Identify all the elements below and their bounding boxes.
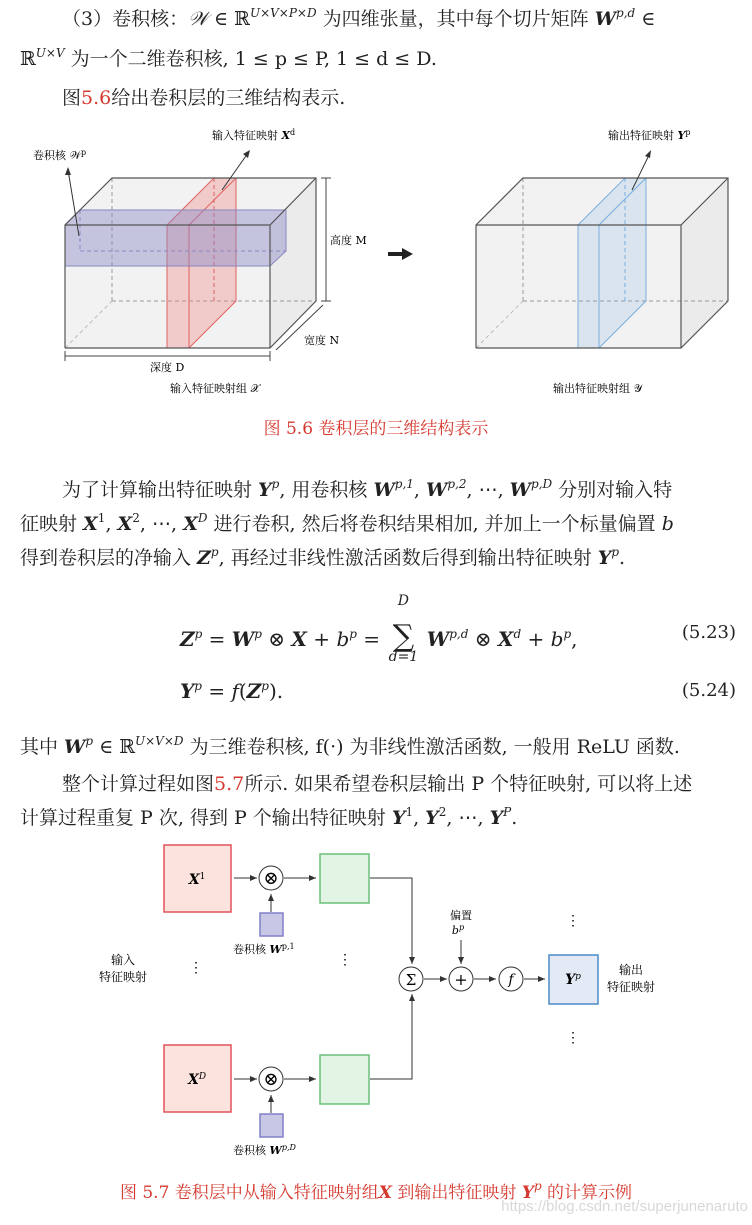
math: W bbox=[64, 736, 86, 758]
figure-5-7-diagram bbox=[0, 840, 752, 1170]
label-output: 输出 bbox=[618, 963, 644, 977]
label-output-maps: 特征映射 bbox=[606, 980, 656, 994]
label-width: 宽度 N bbox=[304, 334, 340, 347]
label-input-maps: 特征映射 bbox=[98, 970, 148, 984]
label-bias: 偏置 bbox=[450, 909, 472, 922]
label-input-group: 输入特征映射组 𝒳 bbox=[170, 382, 260, 395]
figure-5-7-caption: 图 5.7 卷积层中从输入特征映射组X 到输出特征映射 $Y^p$ 的计算示例 bbox=[119, 1179, 633, 1203]
svg-text:X1: $X^1$ bbox=[188, 872, 206, 888]
math-sup: 2 bbox=[132, 511, 140, 525]
math: Y bbox=[258, 479, 272, 501]
summation: D ∑ d=1 bbox=[388, 593, 419, 665]
text: 分别对输入特 bbox=[552, 479, 673, 501]
math: W bbox=[509, 479, 532, 501]
text: 所示. 如果希望卷积层输出 P 个特征映射, 可以将上述 bbox=[244, 773, 693, 795]
label-input-map: 输入特征映射 $X^d$ bbox=[212, 128, 296, 142]
text: （3）卷积核： bbox=[62, 8, 189, 30]
math-sup: D bbox=[197, 511, 208, 525]
svg-text:Σ: Σ bbox=[405, 971, 417, 989]
math: W bbox=[373, 479, 395, 501]
text: 图 bbox=[62, 87, 82, 109]
svg-text:bp: $b^p$ bbox=[451, 923, 465, 937]
text: 计算过程重复 P 次, 得到 P 个输出特征映射 bbox=[20, 807, 392, 829]
label-kernel-1: 卷积核 W$^{p,1}$ bbox=[233, 942, 295, 956]
text: 为了计算输出特征映射 bbox=[62, 479, 259, 501]
label-output-group: 输出特征映射组 𝒴 bbox=[553, 382, 643, 395]
math-W: 𝒲 bbox=[188, 8, 209, 30]
text: 征映射 bbox=[20, 513, 84, 535]
label-kernel: 卷积核 𝒲$^p$ bbox=[33, 148, 87, 162]
text: . bbox=[619, 547, 626, 569]
text: , 再经过非线性激活函数后得到输出特征映射 bbox=[218, 547, 598, 569]
output-volume bbox=[476, 150, 728, 348]
text: ∈ ℝ bbox=[93, 736, 136, 758]
math-sup: p,2 bbox=[447, 477, 467, 491]
equation-5-24: $Y^p = f(Z^p)$. bbox=[180, 679, 284, 703]
text: ∈ bbox=[635, 8, 656, 30]
transform-arrow-icon bbox=[388, 248, 413, 260]
math-sup: U×V×P×D bbox=[249, 6, 317, 20]
math-sup: p,d bbox=[616, 6, 636, 20]
text: 给出卷积层的三维结构表示. bbox=[111, 87, 346, 109]
text: 为四维张量，其中每个切片矩阵 bbox=[316, 8, 595, 30]
figure-5-6-diagram bbox=[0, 120, 752, 410]
svg-text:⋮: ⋮ bbox=[189, 960, 203, 976]
conv-result-1 bbox=[320, 854, 369, 903]
figure-link-5-6[interactable]: 5.6 bbox=[81, 87, 112, 109]
math-sup: p,D bbox=[531, 477, 553, 491]
text: 进行卷积, 然后将卷积结果相加, 并加上一个标量偏置 bbox=[207, 513, 662, 535]
figure-link-5-7[interactable]: 5.7 bbox=[214, 773, 245, 795]
math: X bbox=[117, 513, 133, 535]
text: , 用卷积核 bbox=[279, 479, 374, 501]
text: 得到卷积层的净输入 bbox=[20, 547, 198, 569]
math: Z bbox=[197, 547, 211, 569]
math-sup: p bbox=[210, 545, 219, 559]
text: 为一个二维卷积核, 1 ≤ p ≤ P, 1 ≤ d ≤ D. bbox=[64, 48, 437, 70]
svg-text:⋮: ⋮ bbox=[566, 1030, 580, 1046]
label-height: 高度 M bbox=[330, 234, 367, 247]
math-sup: p,1 bbox=[394, 477, 414, 491]
svg-text:+: + bbox=[454, 970, 468, 989]
math-sup: U×V×D bbox=[135, 734, 184, 748]
text: 整个计算过程如图 bbox=[62, 773, 215, 795]
para-process-line1 bbox=[62, 772, 752, 796]
math: Y bbox=[597, 547, 612, 569]
math-sup: p bbox=[85, 734, 94, 748]
label-input: 输入 bbox=[110, 953, 136, 967]
watermark: https://blog.csdn.net/superjunenaruto bbox=[501, 1198, 748, 1215]
math-sup: p bbox=[611, 545, 619, 559]
equation-number-5-24: (5.24) bbox=[681, 680, 736, 701]
label-output-map: 输出特征映射 $Y^p$ bbox=[608, 128, 691, 142]
svg-text:XD: $X^D$ bbox=[187, 1072, 207, 1088]
para-kernel-definition-line2 bbox=[20, 47, 752, 71]
para-computation-line1: 为了计算输出特征映射 $Y^p$, 用卷积核 W$^{p,1}$, W$^{p,2}$, ⋯, $W^{p,D}$ 分别对输入特 bbox=[62, 477, 673, 501]
svg-text:Yp: $Y^p$ bbox=[565, 972, 581, 988]
math: W bbox=[426, 479, 448, 501]
input-volume bbox=[65, 150, 331, 361]
math-sup: p bbox=[271, 477, 280, 491]
svg-text:⊗: ⊗ bbox=[263, 1069, 279, 1090]
equation-number-5-23: (5.23) bbox=[681, 622, 736, 643]
text: ∈ ℝ bbox=[208, 8, 250, 30]
math: b bbox=[661, 513, 674, 535]
text: 为三维卷积核, f(·) 为非线性激活函数, 一般用 ReLU 函数. bbox=[183, 736, 680, 758]
math-sup: 1 bbox=[97, 511, 106, 525]
equation-5-23: $Z^p = W^p$ ⊗ $X + b^p$ = D ∑ d=1 W$^{p,d}$ ⊗ $X^d + b^p$, bbox=[180, 593, 578, 665]
math-R: ℝ bbox=[20, 48, 36, 70]
label-kernel-D: 卷积核 $W^{p,D}$ bbox=[233, 1143, 296, 1157]
math-sup: U×V bbox=[35, 46, 65, 60]
para-activation bbox=[20, 735, 752, 759]
para-process-line2: 计算过程重复 P 次, 得到 P 个输出特征映射 $Y^1$, $Y^2$, ⋯, $Y^P$. bbox=[20, 805, 518, 829]
label-depth: 深度 D bbox=[150, 361, 185, 374]
math-W: W bbox=[594, 8, 617, 30]
svg-text:f: f bbox=[508, 972, 514, 988]
math: X bbox=[83, 513, 98, 535]
kernel-wp1 bbox=[260, 913, 283, 936]
para-kernel-definition-line1 bbox=[62, 7, 752, 31]
kernel-wpD bbox=[260, 1114, 283, 1137]
svg-text:⋮: ⋮ bbox=[338, 952, 352, 968]
svg-text:⊗: ⊗ bbox=[263, 868, 279, 889]
text: 其中 bbox=[20, 736, 65, 758]
svg-text:⋮: ⋮ bbox=[566, 913, 580, 929]
para-figure-ref bbox=[62, 86, 752, 110]
para-computation-line3 bbox=[20, 546, 752, 570]
figure-5-6-caption: 图 5.6 卷积层的三维结构表示 bbox=[263, 419, 489, 439]
math: X bbox=[183, 513, 198, 535]
para-computation-line2: 征映射 $X^1$, $X^2$, ⋯, $X^D$ 进行卷积, 然后将卷积结果相加, 并加上一个标量偏置 b bbox=[20, 511, 674, 535]
conv-result-D bbox=[320, 1055, 369, 1104]
